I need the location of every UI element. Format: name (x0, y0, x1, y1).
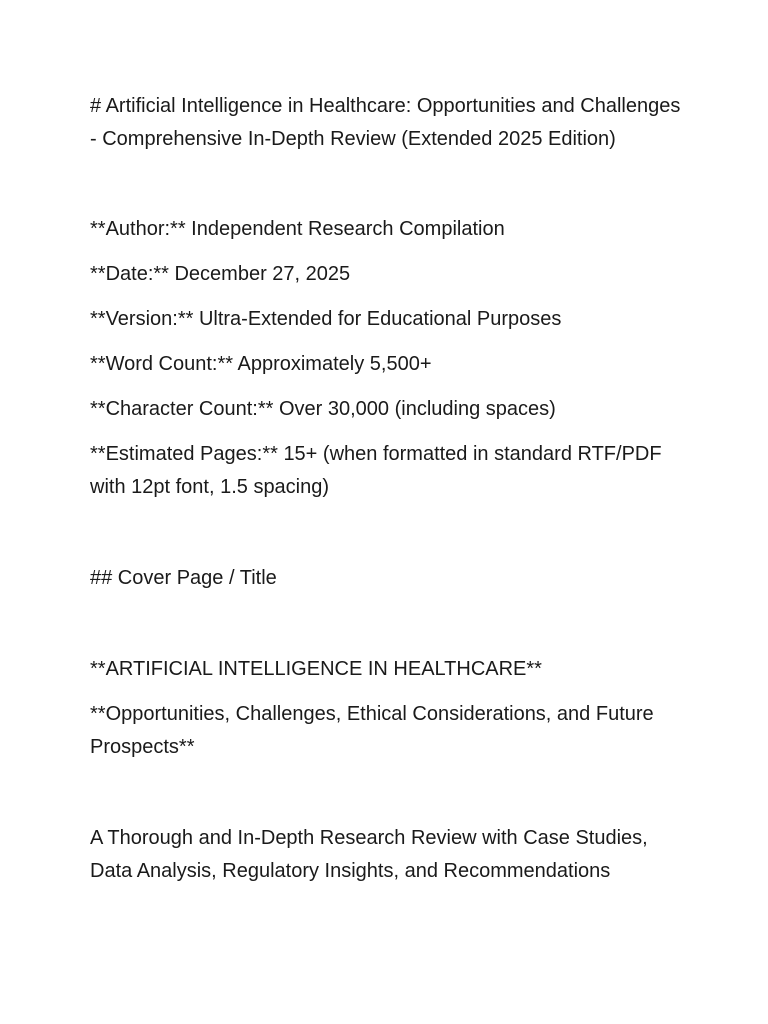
cover-description: A Thorough and In-Depth Research Review with Case Studies, Data Analysis, Regulatory Insights, and Recommendations (90, 827, 654, 882)
meta-version: **Version:** Ultra-Extended for Educational Purposes (90, 308, 562, 330)
meta-character-count: **Character Count:** Over 30,000 (including spaces) (90, 398, 556, 420)
cover-title: **ARTIFICIAL INTELLIGENCE IN HEALTHCARE** (90, 658, 542, 680)
meta-word-count: **Word Count:** Approximately 5,500+ (90, 353, 432, 375)
meta-estimated-pages: **Estimated Pages:** 15+ (when formatted in standard RTF/PDF with 12pt font, 1.5 spacing) (90, 443, 668, 498)
meta-date: **Date:** December 27, 2025 (90, 263, 351, 285)
cover-subtitle: **Opportunities, Challenges, Ethical Considerations, and Future Prospects** (90, 703, 660, 758)
meta-author: **Author:** Independent Research Compilation (90, 218, 505, 240)
document-body (90, 90, 690, 888)
document-title: # Artificial Intelligence in Healthcare: Opportunities and Challenges - Comprehensive In-Depth Review (Extended 2025 Edition) (90, 95, 686, 150)
section-heading: ## Cover Page / Title (90, 567, 277, 589)
